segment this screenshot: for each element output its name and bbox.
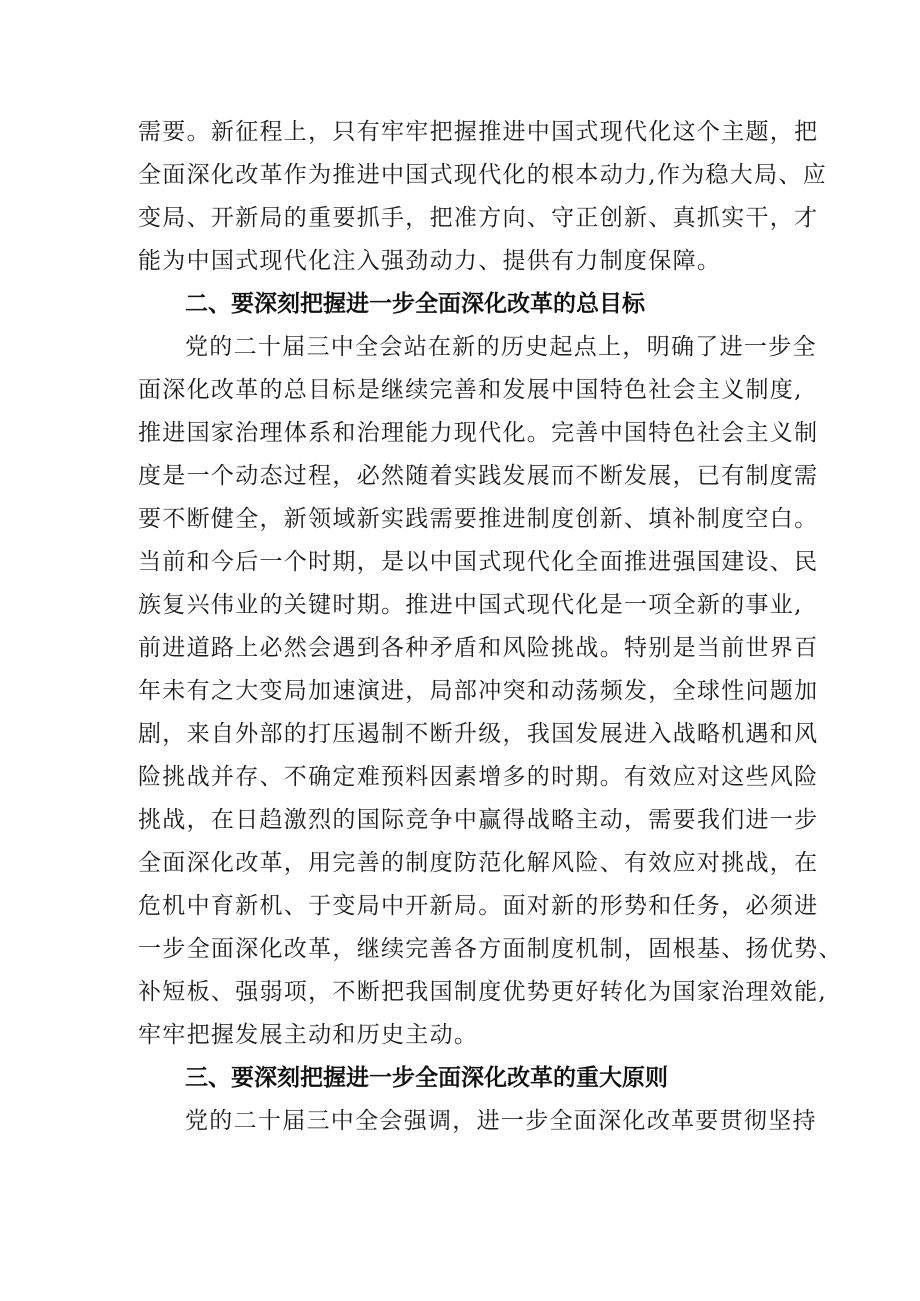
paragraph-2-line-15: 一步全面深化改革，继续完善各方面制度机制，固根基、扬优势、 xyxy=(138,936,843,962)
paragraph-2-line-13: 全面深化改革，用完善的制度防范化解风险、有效应对挑战，在 xyxy=(138,850,819,876)
paragraph-2-line-17: 牢牢把握发展主动和历史主动。 xyxy=(138,1022,479,1048)
paragraph-3-line-1: 党的二十届三中全会强调，进一步全面深化改革要贯彻坚持 xyxy=(185,1108,817,1134)
paragraph-2-line-14: 危机中育新机、于变局中开新局。面对新的形势和任务，必须进 xyxy=(138,893,819,919)
section-heading-2: 二、要深刻把握进一步全面深化改革的总目标 xyxy=(185,291,645,317)
paragraph-2-line-5: 要不断健全，新领域新实践需要推进制度创新、填补制度空白。 xyxy=(138,506,819,532)
paragraph-1-line-2: 全面深化改革作为推进中国式现代化的根本动力,作为稳大局、应 xyxy=(138,162,828,188)
paragraph-2-line-8: 前进道路上必然会遇到各种矛盾和风险挑战。特别是当前世界百 xyxy=(138,635,819,661)
paragraph-2-line-9: 年未有之大变局加速演进，局部冲突和动荡频发，全球性问题加 xyxy=(138,678,819,704)
paragraph-2-line-6: 当前和今后一个时期，是以中国式现代化全面推进强国建设、民 xyxy=(138,549,819,575)
paragraph-2-line-12: 挑战，在日趋激烈的国际竞争中赢得战略主动，需要我们进一步 xyxy=(138,807,819,833)
paragraph-2-line-4: 度是一个动态过程，必然随着实践发展而不断发展，已有制度需 xyxy=(138,463,819,489)
paragraph-2-line-3: 推进国家治理体系和治理能力现代化。完善中国特色社会主义制 xyxy=(138,420,819,446)
paragraph-1-line-3: 变局、开新局的重要抓手，把准方向、守正创新、真抓实干，才 xyxy=(138,205,819,231)
paragraph-2-line-7: 族复兴伟业的关键时期。推进中国式现代化是一项全新的事业, xyxy=(138,592,803,618)
paragraph-2-line-10: 剧，来自外部的打压遏制不断升级，我国发展进入战略机遇和风 xyxy=(138,721,819,747)
paragraph-2-line-2: 面深化改革的总目标是继续完善和发展中国特色社会主义制度, xyxy=(138,377,803,403)
paragraph-2-line-11: 险挑战并存、不确定难预料因素增多的时期。有效应对这些风险 xyxy=(138,764,819,790)
paragraph-1-line-1: 需要。新征程上，只有牢牢把握推进中国式现代化这个主题，把 xyxy=(138,119,819,145)
paragraph-2-line-1: 党的二十届三中全会站在新的历史起点上，明确了进一步全 xyxy=(185,334,817,360)
paragraph-1-line-4: 能为中国式现代化注入强劲动力、提供有力制度保障。 xyxy=(138,248,722,274)
paragraph-2-line-16: 补短板、强弱项，不断把我国制度优势更好转化为国家治理效能, xyxy=(138,979,828,1005)
section-heading-3: 三、要深刻把握进一步全面深化改革的重大原则 xyxy=(185,1065,668,1091)
